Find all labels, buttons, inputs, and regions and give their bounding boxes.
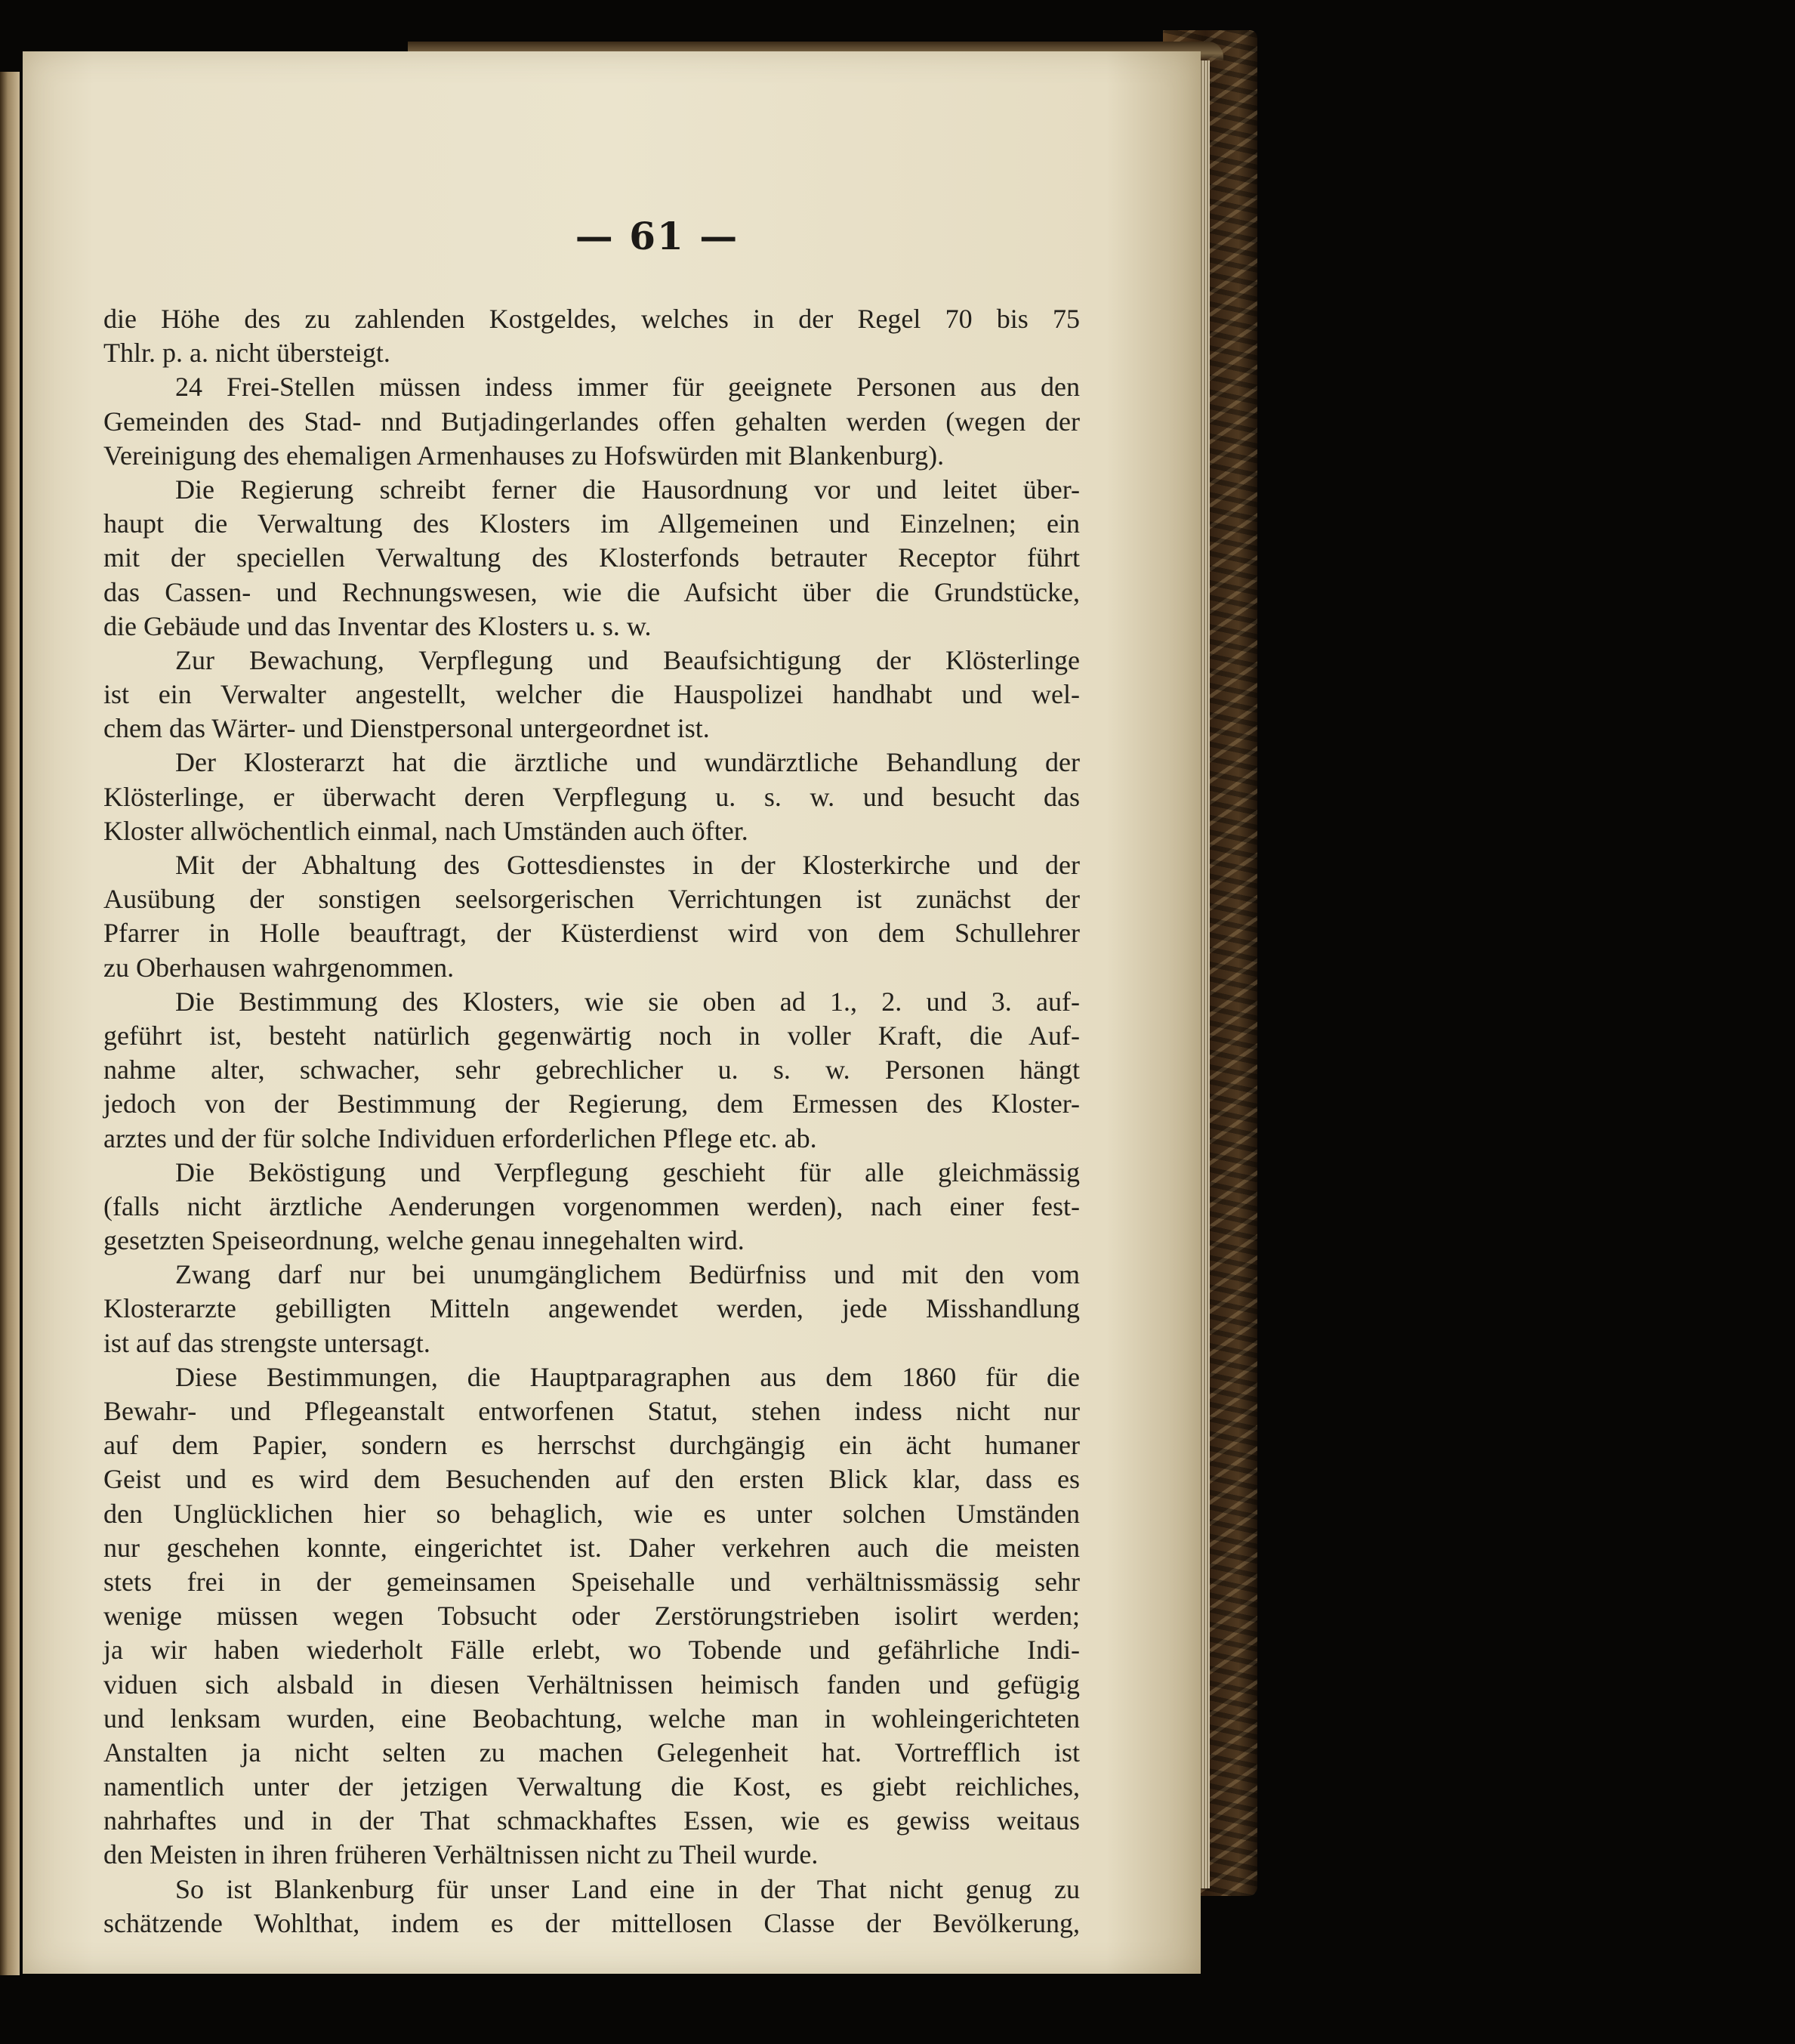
text-line: ja wir haben wiederholt Fälle erlebt, wo Tobende und gefährliche Indi- bbox=[103, 1635, 1080, 1666]
text-line: das Cassen- und Rechnungswesen, wie die Aufsicht über die Grundstücke, bbox=[103, 576, 1080, 607]
text-line: Gemeinden des Stad- nnd Butjadingerlandes offen gehalten werden (wegen der bbox=[103, 406, 1080, 437]
text-line: den Unglücklichen hier so behaglich, wie es unter solchen Umständen bbox=[103, 1498, 1080, 1529]
text-line: Klosterarzte gebilligten Mitteln angewendet werden, jede Misshandlung bbox=[103, 1293, 1080, 1324]
text-line: Pfarrer in Holle beauftragt, der Küsterdienst wird von dem Schullehrer bbox=[103, 918, 1080, 949]
text-line: ist auf das strengste untersagt. bbox=[103, 1327, 430, 1358]
text-line: Klösterlinge, er überwacht deren Verpflegung u. s. w. und besucht das bbox=[103, 781, 1080, 812]
text-line: Bewahr- und Pflegeanstalt entworfenen Statut, stehen indess nicht nur bbox=[103, 1396, 1080, 1426]
text-line: 24 Frei-Stellen müssen indess immer für geeignete Personen aus den bbox=[175, 372, 1080, 403]
text-line: gesetzten Speiseordnung, welche genau innegehalten wird. bbox=[103, 1225, 745, 1256]
text-line: den Meisten in ihren früheren Verhältnissen nicht zu Theil wurde. bbox=[103, 1839, 819, 1870]
text-line: Zwang darf nur bei unumgänglichem Bedürfniss und mit den vom bbox=[175, 1259, 1080, 1290]
text-line: die Gebäude und das Inventar des Klosters u. s. w. bbox=[103, 610, 652, 641]
text-line: nur geschehen konnte, eingerichtet ist. Daher verkehren auch die meisten bbox=[103, 1532, 1080, 1563]
text-line: chem das Wärter- und Dienstpersonal untergeordnet ist. bbox=[103, 713, 710, 744]
text-line: auf dem Papier, sondern es herrschst durchgängig ein ächt humaner bbox=[103, 1430, 1080, 1461]
text-line: jedoch von der Bestimmung der Regierung, dem Ermessen des Kloster- bbox=[103, 1088, 1080, 1119]
text-line: mit der speciellen Verwaltung des Klosterfonds betrauter Receptor führt bbox=[103, 542, 1080, 573]
text-line: nahrhaftes und in der That schmackhaftes Essen, wie es gewiss weitaus bbox=[103, 1805, 1080, 1836]
text-line: haupt die Verwaltung des Klosters im Allgemeinen und Einzelnen; ein bbox=[103, 508, 1080, 539]
text-line: nahme alter, schwacher, sehr gebrechlicher u. s. w. Personen hängt bbox=[103, 1054, 1080, 1085]
text-line: Ausübung der sonstigen seelsorgerischen Verrichtungen ist zunächst der bbox=[103, 884, 1080, 915]
text-line: Geist und es wird dem Besuchenden auf den ersten Blick klar, dass es bbox=[103, 1464, 1080, 1495]
text-line: viduen sich alsbald in diesen Verhältnissen heimisch fanden und gefügig bbox=[103, 1669, 1080, 1700]
text-line: Thlr. p. a. nicht übersteigt. bbox=[103, 338, 390, 369]
text-line: ist ein Verwalter angestellt, welcher die Hauspolizei handhabt und wel- bbox=[103, 679, 1080, 710]
text-line: schätzende Wohlthat, indem es der mittellosen Classe der Bevölkerung, bbox=[103, 1907, 1080, 1938]
text-line: und lenksam wurden, eine Beobachtung, welche man in wohleingerichteten bbox=[103, 1703, 1080, 1734]
text-line: Die Regierung schreibt ferner die Hausordnung vor und leitet über- bbox=[175, 474, 1080, 505]
text-line: Vereinigung des ehemaligen Armenhauses zu Hofswürden mit Blankenburg). bbox=[103, 440, 945, 471]
text-line: (falls nicht ärztliche Aenderungen vorgenommen werden), nach einer fest- bbox=[103, 1190, 1080, 1221]
text-line: Kloster allwöchentlich einmal, nach Umständen auch öfter. bbox=[103, 815, 748, 846]
text-line: Diese Bestimmungen, die Hauptparagraphen aus dem 1860 für die bbox=[175, 1361, 1080, 1392]
text-line: stets frei in der gemeinsamen Speisehalle und verhältnissmässig sehr bbox=[103, 1566, 1080, 1597]
previous-page-edge bbox=[0, 72, 20, 1975]
text-line: Zur Bewachung, Verpflegung und Beaufsichtigung der Klösterlinge bbox=[175, 644, 1080, 675]
text-line: zu Oberhausen wahrgenommen. bbox=[103, 952, 455, 983]
text-line: So ist Blankenburg für unser Land eine in der That nicht genug zu bbox=[175, 1873, 1080, 1904]
text-line: wenige müssen wegen Tobsucht oder Zerstörungstrieben isolirt werden; bbox=[103, 1601, 1080, 1632]
text-line: Die Bestimmung des Klosters, wie sie oben ad 1., 2. und 3. auf- bbox=[175, 986, 1080, 1017]
text-line: die Höhe des zu zahlenden Kostgeldes, welches in der Regel 70 bis 75 bbox=[103, 304, 1080, 334]
page-number: — 61 — bbox=[575, 214, 739, 258]
text-line: namentlich unter der jetzigen Verwaltung die Kost, es giebt reichliches, bbox=[103, 1771, 1080, 1802]
text-line: Der Klosterarzt hat die ärztliche und wundärztliche Behandlung der bbox=[175, 747, 1080, 778]
book-page bbox=[23, 51, 1201, 1974]
text-line: Die Beköstigung und Verpflegung geschieht für alle gleichmässig bbox=[175, 1156, 1080, 1187]
body-text bbox=[103, 302, 1080, 1941]
text-line: arztes und der für solche Individuen erforderlichen Pflege etc. ab. bbox=[103, 1122, 817, 1153]
text-line: Anstalten ja nicht selten zu machen Gelegenheit hat. Vortrefflich ist bbox=[103, 1737, 1080, 1768]
text-line: Mit der Abhaltung des Gottesdienstes in der Klosterkirche und der bbox=[175, 850, 1080, 880]
text-line: geführt ist, besteht natürlich gegenwärtig noch in voller Kraft, die Auf- bbox=[103, 1020, 1080, 1051]
